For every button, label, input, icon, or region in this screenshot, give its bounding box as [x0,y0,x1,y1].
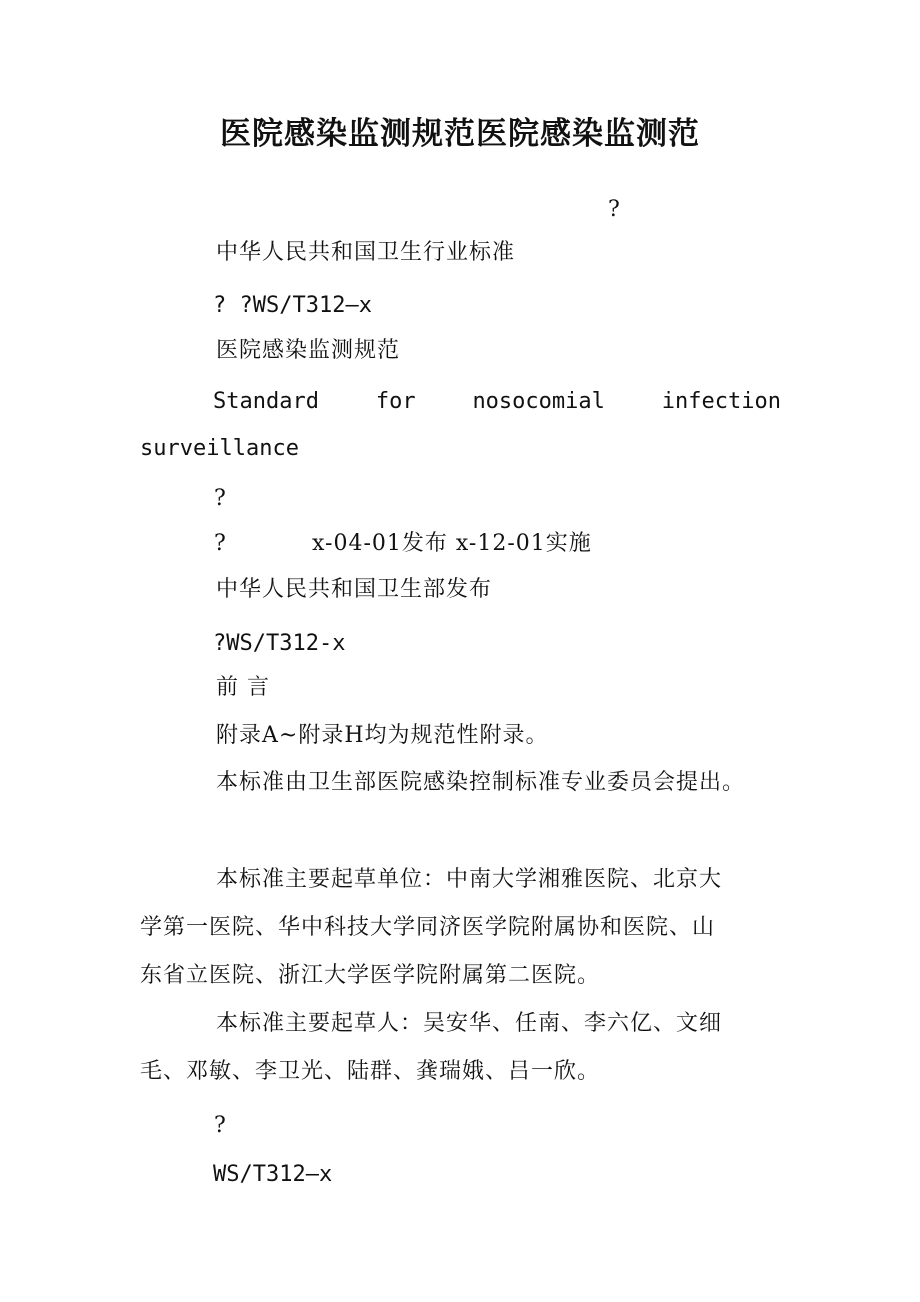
issuer: 中华人民共和国卫生部发布 [216,577,493,602]
drafters-line: 本标准主要起草人：吴安华、任南、李六亿、文细 [216,1011,723,1036]
english-title-word: nosocomial [472,389,605,414]
standard-code: ?WS/T312-x [213,631,346,656]
publish-dates: x-04-01发布 x-12-01实施 [312,531,592,556]
document-title: 医院感染监测规范医院感染监测范 [220,116,700,152]
document-name: 医院感染监测规范 [216,338,401,363]
english-title-tail: surveillance [140,436,299,461]
drafters-line: 毛、邓敏、李卫光、陆群、龚瑞娥、吕一欣。 [140,1059,601,1084]
question-mark: ? [608,197,621,222]
english-title-word: for [375,389,416,414]
drafting-units-line: 东省立医院、浙江大学医学院附属第二医院。 [140,963,601,988]
standard-code: ? ?WS/T312—x [213,293,372,318]
english-title-word: Standard [213,389,319,414]
paragraph-appendix: 附录A~附录H均为规范性附录。 [216,723,549,748]
standard-organization: 中华人民共和国卫生行业标准 [216,240,516,265]
english-title-line [213,388,781,416]
drafting-units-line: 学第一医院、华中科技大学同济医学院附属协和医院、山 [140,915,716,940]
question-mark: ? [214,486,227,511]
question-mark: ? [214,531,227,556]
standard-code: WS/T312—x [213,1162,333,1187]
paragraph-proposed: 本标准由卫生部医院感染控制标准专业委员会提出。 [216,770,746,795]
drafting-units-line: 本标准主要起草单位：中南大学湘雅医院、北京大 [216,867,723,892]
preface-heading: 前 言 [216,675,270,700]
english-title-word: infection [661,389,781,414]
question-mark: ? [214,1113,227,1138]
